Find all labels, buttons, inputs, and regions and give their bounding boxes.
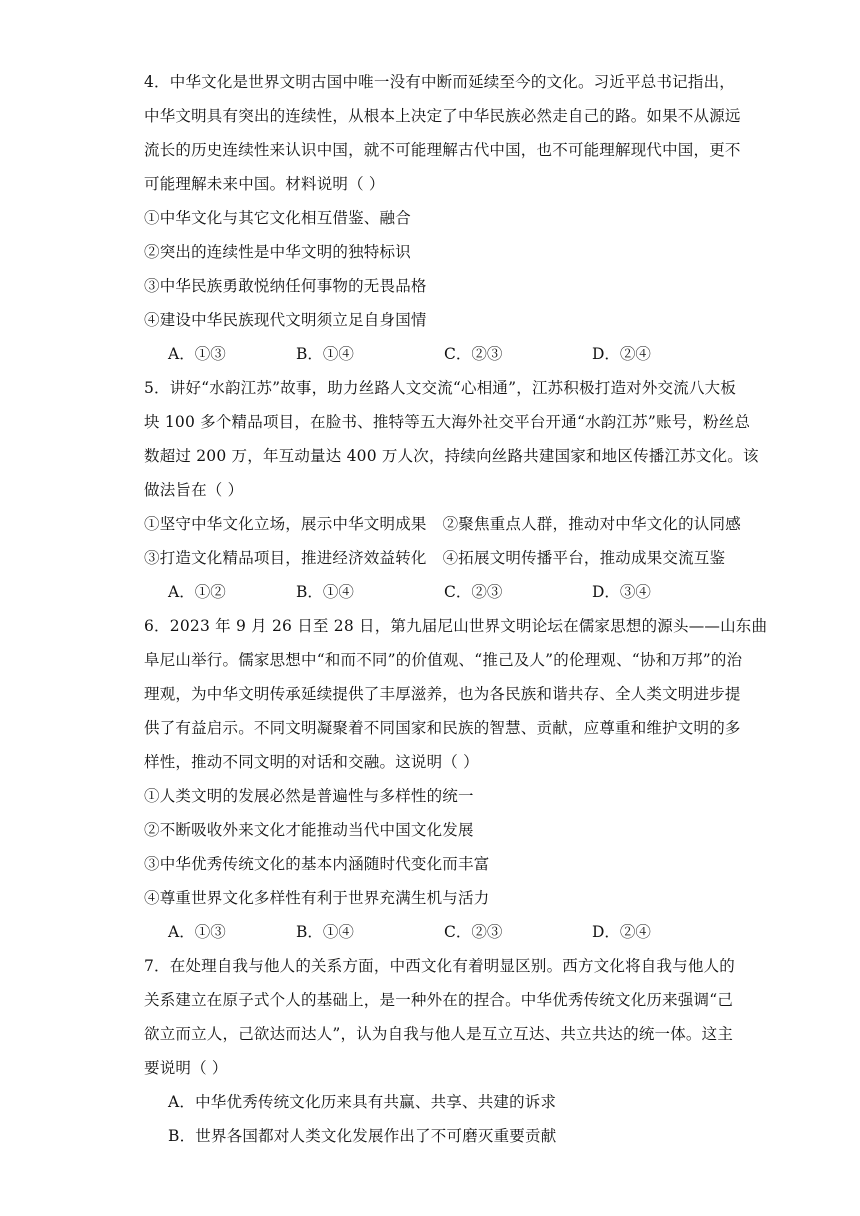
q4-item: ④建设中华民族现代文明须立足自身国情: [144, 311, 427, 329]
q5-stem-line: 数超过 200 万，年互动量达 400 万人次，持续向丝路共建国家和地区传播江苏文化。该: [144, 447, 759, 465]
q7-stem-line: 欲立而立人，己欲达而达人”，认为自我与他人是互立互达、共立共达的统一体。这主: [144, 1025, 734, 1043]
q4-options: [168, 344, 728, 364]
q6-option-c: C．②③: [444, 923, 503, 941]
q6-stem-line: 6．2023 年 9 月 26 日至 28 日，第九届尼山世界文明论坛在儒家思想的源头——山东曲: [144, 617, 768, 635]
q6-item: ③中华优秀传统文化的基本内涵随时代变化而丰富: [144, 855, 490, 873]
q5-option-c: C．②③: [444, 583, 503, 601]
q6-item: ①人类文明的发展必然是普遍性与多样性的统一: [144, 787, 474, 805]
q4-option-d: D．②④: [592, 345, 651, 363]
q4-option-a: A．①③: [168, 345, 226, 363]
q6-item: ②不断吸收外来文化才能推动当代中国文化发展: [144, 821, 474, 839]
q4-stem-line: 流长的历史连续性来认识中国，就不可能理解古代中国，也不可能理解现代中国，更不: [144, 141, 741, 159]
q5-item-row: [144, 514, 741, 534]
q5-item: ①坚守中华文化立场，展示中华文明成果: [144, 515, 427, 533]
q7-option-b: B．世界各国都对人类文化发展作出了不可磨灭重要贡献: [168, 1127, 557, 1145]
q5-stem-line: 做法旨在（ ）: [144, 481, 244, 499]
q5-option-b: B．①④: [296, 583, 354, 601]
q4-stem-line: 4．中华文化是世界文明古国中唯一没有中断而延续至今的文化。习近平总书记指出，: [144, 73, 735, 91]
q5-item-row: [144, 548, 724, 568]
q7-stem-line: 关系建立在原子式个人的基础上，是一种外在的捏合。中华优秀传统文化历来强调“己: [144, 991, 734, 1009]
q5-option-d: D．③④: [592, 583, 651, 601]
q4-item: ③中华民族勇敢悦纳任何事物的无畏品格: [144, 277, 427, 295]
q4-item: ①中华文化与其它文化相互借鉴、融合: [144, 209, 411, 227]
q6-item: ④尊重世界文化多样性有利于世界充满生机与活力: [144, 889, 490, 907]
q5-item: ②聚焦重点人群，推动对中华文化的认同感: [442, 515, 741, 533]
q4-stem-line: 中华文明具有突出的连续性，从根本上决定了中华民族必然走自己的路。如果不从源远: [144, 107, 741, 125]
q4-stem-line: 可能理解未来中国。材料说明（ ）: [144, 175, 385, 193]
q6-stem-line: 阜尼山举行。儒家思想中“和而不同”的价值观、“推己及人”的伦理观、“协和万邦”的治: [144, 651, 743, 669]
q6-stem-line: 样性，推动不同文明的对话和交融。这说明（ ）: [144, 753, 479, 771]
q4-option-b: B．①④: [296, 345, 354, 363]
q7-stem-line: 要说明（ ）: [144, 1059, 228, 1077]
q6-options: [168, 922, 728, 942]
q4-option-c: C．②③: [444, 345, 503, 363]
q7-option-a: A．中华优秀传统文化历来具有共赢、共享、共建的诉求: [168, 1093, 557, 1111]
q6-stem-line: 理观，为中华文明传承延续提供了丰厚滋养，也为各民族和谐共存、全人类文明进步提: [144, 685, 741, 703]
q6-option-b: B．①④: [296, 923, 354, 941]
q5-stem-line: 块 100 多个精品项目，在脸书、推特等五大海外社交平台开通“水韵江苏”账号，粉丝总: [144, 413, 751, 431]
q7-stem-line: 7．在处理自我与他人的关系方面，中西文化有着明显区别。西方文化将自我与他人的: [144, 957, 735, 975]
q4-item: ②突出的连续性是中华文明的独特标识: [144, 243, 411, 261]
q5-option-a: A．①②: [168, 583, 226, 601]
q5-item: ③打造文化精品项目，推进经济效益转化: [144, 549, 427, 567]
q5-options: [168, 582, 728, 602]
q5-stem-line: 5．讲好“水韵江苏”故事，助力丝路人文交流“心相通”，江苏积极打造对外交流八大板: [144, 379, 737, 397]
q5-item: ④拓展文明传播平台，推动成果交流互鉴: [442, 549, 726, 567]
q6-option-a: A．①③: [168, 923, 226, 941]
q6-stem-line: 供了有益启示。不同文明凝聚着不同国家和民族的智慧、贡献，应尊重和维护文明的多: [144, 719, 741, 737]
q6-option-d: D．②④: [592, 923, 651, 941]
